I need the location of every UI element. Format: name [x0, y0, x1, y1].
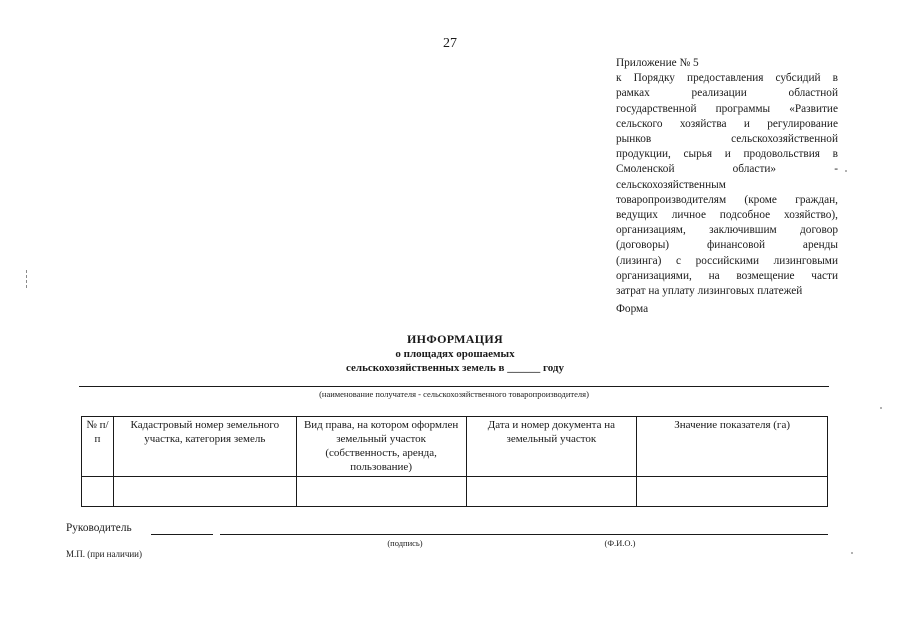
signature-short-line [151, 534, 213, 535]
annex-line: ведущих личное подсобное хозяйство), [616, 209, 838, 222]
annex-line: организациям, заключившим договор [616, 224, 838, 237]
scan-speck [845, 170, 847, 172]
column-header: Вид права, на котором оформлен земельный участок (собственность, аренда, пользование) [296, 417, 466, 477]
recipient-caption: (наименование получателя - сельскохозяйственного товаропроизводителя) [319, 389, 589, 399]
land-table [81, 416, 828, 507]
table-cell[interactable] [637, 477, 828, 507]
document-title: ИНФОРМАЦИЯ [407, 332, 503, 346]
annex-line: (договоры) финансовой аренды [616, 239, 838, 252]
name-caption: (Ф.И.О.) [604, 538, 636, 548]
form-label: Форма [616, 303, 649, 315]
table-cell[interactable] [82, 477, 114, 507]
annex-line: сельского хозяйства и регулирование [616, 117, 838, 130]
annex-line: продукции, сырья и продовольствия в [616, 148, 838, 161]
annex-line: (лизинга) с российскими лизинговыми [616, 254, 838, 267]
annex-line: сельскохозяйственным [616, 178, 726, 191]
table-cell[interactable] [466, 477, 637, 507]
annex-line: Смоленской области» - [616, 163, 838, 176]
document-subtitle: о площадях орошаемых [395, 348, 515, 360]
column-header: Значение показателя (га) [637, 417, 828, 477]
page-number: 27 [443, 36, 457, 51]
recipient-line [79, 386, 829, 387]
scan-speck [880, 407, 882, 409]
annex-block [616, 56, 838, 299]
column-header: Кадастровый номер земельного участка, категория земель [113, 417, 296, 477]
annex-line: к Порядку предоставления субсидий в [616, 72, 838, 85]
annex-line: государственной программы «Развитие [616, 102, 838, 115]
annex-line: рамках реализации областной [616, 87, 838, 100]
scan-speck [851, 552, 853, 554]
table-header-row [82, 417, 828, 477]
annex-line: товаропроизводителям (кроме граждан, [616, 193, 838, 206]
annex-title: Приложение № 5 [616, 57, 699, 69]
annex-line: рынков сельскохозяйственной [616, 133, 838, 146]
sign-caption: (подпись) [387, 538, 423, 548]
column-header: № п/п [82, 417, 114, 477]
signature-label: Руководитель [66, 522, 132, 534]
table-cell[interactable] [296, 477, 466, 507]
annex-line: затрат на уплату лизинговых платежей [616, 285, 803, 298]
document-subtitle-year: сельскохозяйственных земель в ______ году [346, 362, 564, 374]
stamp-label: М.П. (при наличии) [66, 549, 142, 559]
column-header: Дата и номер документа на земельный участок [466, 417, 637, 477]
table-row [82, 477, 828, 507]
annex-line: организациями, на возмещение части [616, 269, 838, 282]
table-cell[interactable] [113, 477, 296, 507]
scan-mark [26, 270, 28, 288]
signature-long-line [220, 534, 828, 535]
